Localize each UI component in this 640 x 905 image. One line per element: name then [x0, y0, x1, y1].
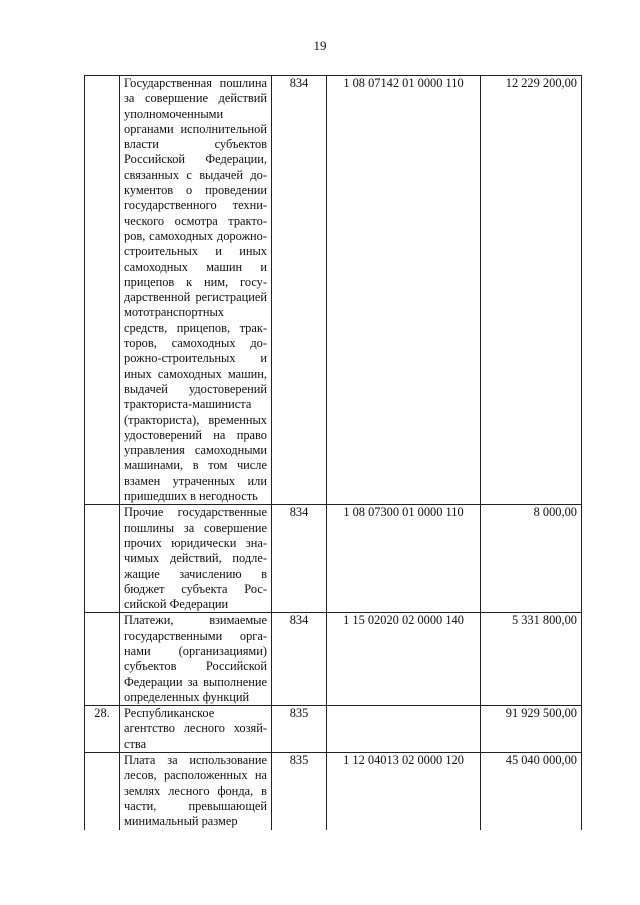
amount: 8 000,00 — [481, 505, 582, 613]
revenue-code — [327, 706, 481, 753]
row-number — [85, 505, 120, 613]
administrator-code: 835 — [272, 753, 327, 830]
revenue-code: 1 12 04013 02 0000 120 — [327, 753, 481, 830]
revenue-code: 1 08 07142 01 0000 110 — [327, 76, 481, 505]
revenue-name: Прочие государственные пошлины за совершение прочих юридически значимых действий, подлежащие зачислению в бюджет субъекта Российской Федерации — [120, 505, 272, 613]
amount: 5 331 800,00 — [481, 613, 582, 706]
amount: 91 929 500,00 — [481, 706, 582, 753]
revenue-name: Плата за использование лесов, расположенных на землях лесного фонда, в части, превышающей минимальный размер — [120, 753, 272, 830]
revenue-table — [84, 75, 582, 830]
page-number: 19 — [313, 38, 327, 53]
row-number — [85, 76, 120, 505]
administrator-code: 835 — [272, 706, 327, 753]
amount: 12 229 200,00 — [481, 76, 582, 505]
revenue-name: Государственная пошлина за совершение действий уполномоченными органами исполнительной власти субъектов Российской Федерации, связанных с выдачей документов о проведении государственного технического осмотра тракторов, самоходных дорожно-строительных и иных самоходных машин и прицепов к ним, государственной регистрацией мототранспортных средств, прицепов, тракторов, самоходных дорожно-строительных и иных самоходных машин, выдачей удостоверений тракториста-машиниста (тракториста), временных удостоверений на право управления самоходными машинами, в том числе взамен утраченных или пришедших в негодность — [120, 76, 272, 505]
revenue-name: Республиканское агентство лесного хозяйства — [120, 706, 272, 753]
table-row — [85, 613, 582, 706]
table-row — [85, 76, 582, 505]
administrator-code: 834 — [272, 505, 327, 613]
row-number — [85, 753, 120, 830]
administrator-code: 834 — [272, 613, 327, 706]
revenue-code: 1 15 02020 02 0000 140 — [327, 613, 481, 706]
table-row — [85, 505, 582, 613]
row-number: 28. — [85, 706, 120, 753]
amount: 45 040 000,00 — [481, 753, 582, 830]
table-row — [85, 753, 582, 830]
administrator-code: 834 — [272, 76, 327, 505]
revenue-name: Платежи, взимаемые государственными органами (организациями) субъектов Российской Федерации за выполнение определенных функций — [120, 613, 272, 706]
row-number — [85, 613, 120, 706]
table-row — [85, 706, 582, 753]
revenue-code: 1 08 07300 01 0000 110 — [327, 505, 481, 613]
